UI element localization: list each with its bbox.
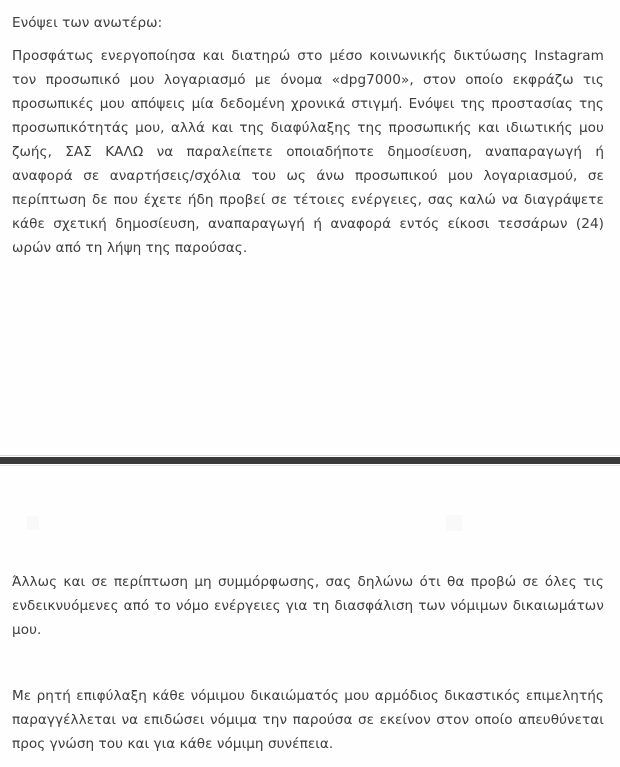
- text-word: αναφορά: [330, 216, 392, 232]
- text-word: συμμόρφωσης,: [218, 574, 320, 590]
- text-word: εκφράζω: [512, 72, 574, 88]
- text-word: σας: [427, 192, 454, 208]
- text-word: χρονικά: [290, 96, 346, 112]
- scan-artifact-speck: [446, 515, 462, 531]
- text-line: [12, 684, 604, 708]
- paragraph-two: [12, 570, 604, 642]
- text-word: διατηρώ: [231, 48, 291, 64]
- text-word: θα: [447, 574, 465, 590]
- text-word: όλες: [544, 574, 577, 590]
- text-line: [12, 708, 604, 732]
- text-word: και: [477, 120, 500, 136]
- divider-bar: [0, 457, 620, 464]
- text-line: [12, 116, 604, 140]
- text-word: στον: [436, 712, 470, 728]
- text-line: μου.: [12, 622, 42, 638]
- text-word: στον: [423, 72, 456, 88]
- text-word: σε: [587, 168, 604, 184]
- text-word: άνω: [316, 168, 345, 184]
- text-word: σχετική: [53, 216, 107, 232]
- text-word: περίπτωση: [12, 192, 87, 208]
- text-word: απόψεις: [130, 96, 186, 112]
- text-word: όνομα: [280, 72, 323, 88]
- text-word: στιγμή.: [351, 96, 403, 112]
- text-word: ιδιωτικής: [505, 120, 573, 136]
- text-word: επιμελητής: [525, 688, 604, 704]
- text-word: διαφύλαξης: [270, 120, 351, 136]
- text-word: της: [578, 96, 604, 112]
- text-word: με: [254, 72, 271, 88]
- text-word: οποίο: [465, 72, 504, 88]
- text-word: σε: [83, 168, 100, 184]
- text-word: μέσο: [329, 48, 363, 64]
- text-word: Με: [12, 688, 32, 704]
- text-word: δεδομένη: [219, 96, 285, 112]
- text-word: μου: [448, 168, 473, 184]
- page-divider: [0, 455, 620, 467]
- text-word: λογαριασμό: [163, 72, 246, 88]
- text-word: δηλώνω: [357, 574, 414, 590]
- text-word: αρμόδιος: [374, 688, 439, 704]
- text-line: [12, 140, 604, 164]
- text-word: των: [418, 598, 446, 614]
- text-line: [12, 68, 604, 92]
- text-word: αλλά: [170, 120, 206, 136]
- text-word: την: [262, 712, 288, 728]
- text-word: ή: [595, 144, 604, 160]
- text-word: μου: [578, 120, 604, 136]
- text-word: παρούσα: [292, 712, 353, 728]
- text-word: οποιαδήποτε: [286, 144, 375, 160]
- text-word: για: [285, 598, 308, 614]
- text-word: δικαστικός: [444, 688, 521, 704]
- text-word: προσωπικής: [388, 120, 472, 136]
- text-word: τέτοιες: [292, 192, 346, 208]
- text-word: σας: [325, 574, 352, 590]
- text-word: μου: [99, 96, 125, 112]
- text-line: [12, 594, 604, 618]
- text-word: προσωπικό: [45, 72, 121, 88]
- text-word: της: [239, 120, 265, 136]
- text-word: τεσσάρων: [497, 216, 568, 232]
- scan-artifact-speck: [27, 516, 39, 530]
- text-word: προβώ: [470, 574, 517, 590]
- text-word: προσωπικού: [354, 168, 438, 184]
- text-word: μου: [129, 72, 155, 88]
- text-word: εκείνον: [379, 712, 431, 728]
- text-word: «dpg7000»,: [331, 72, 414, 88]
- text-word: ή: [313, 216, 322, 232]
- text-word: επιδώσει: [143, 712, 205, 728]
- text-word: ενδεικνυόμενες: [12, 598, 119, 614]
- text-word: λογαριασμού,: [483, 168, 578, 184]
- paragraph-three: [12, 684, 604, 756]
- text-word: τις: [582, 72, 604, 88]
- text-word: σε: [522, 574, 539, 590]
- text-word: επιφύλαξη: [76, 688, 147, 704]
- text-word: νόμιμου: [190, 688, 245, 704]
- text-word: ΚΑΛΩ: [105, 144, 144, 160]
- text-word: εντός: [399, 216, 440, 232]
- text-word: που: [113, 192, 138, 208]
- text-word: ενέργειες: [213, 598, 281, 614]
- text-line: [12, 164, 604, 188]
- text-word: και: [202, 48, 225, 64]
- text-word: αναπαραγωγή: [208, 216, 305, 232]
- text-word: Προσφάτως: [12, 48, 94, 64]
- text-word: δικαιωμάτων: [512, 598, 604, 614]
- text-line: Ενόψει των ανωτέρω:: [12, 15, 163, 31]
- text-word: διαγράψετε: [524, 192, 604, 208]
- text-word: δικαιώματός: [250, 688, 339, 704]
- text-line: [12, 188, 604, 212]
- text-line: [12, 44, 604, 68]
- text-word: τις: [583, 574, 604, 590]
- text-word: νόμο: [175, 598, 209, 614]
- text-line: [12, 92, 604, 116]
- text-line: προς γνώση του και για κάθε νόμιμη συνέπεια.: [12, 736, 334, 752]
- text-word: μία: [191, 96, 214, 112]
- text-word: και: [211, 120, 234, 136]
- text-word: αναρτήσεις/σχόλια: [109, 168, 242, 184]
- text-word: τον: [12, 72, 37, 88]
- text-word: δημοσίευση,: [115, 216, 200, 232]
- text-word: καλώ: [459, 192, 496, 208]
- text-word: αναπαραγωγή: [485, 144, 583, 160]
- text-word: ενέργειες,: [351, 192, 423, 208]
- text-word: απευθύνεται: [518, 712, 604, 728]
- divider-hairline-top: [0, 455, 620, 456]
- text-word: να: [156, 144, 174, 160]
- text-word: από: [123, 598, 150, 614]
- text-word: αναφορά: [12, 168, 73, 184]
- text-word: είκοσι: [447, 216, 490, 232]
- text-word: ως: [286, 168, 306, 184]
- text-word: σε: [91, 574, 108, 590]
- text-word: μη: [194, 574, 212, 590]
- text-word: Instagram: [534, 48, 604, 64]
- text-word: προσωπικές: [12, 96, 94, 112]
- text-word: να: [501, 192, 519, 208]
- text-word: οποίο: [474, 712, 513, 728]
- text-word: Άλλως: [12, 574, 58, 590]
- text-word: ήδη: [187, 192, 214, 208]
- text-word: της: [460, 96, 486, 112]
- text-word: νόμιμα: [209, 712, 258, 728]
- text-word: δε: [91, 192, 108, 208]
- text-word: το: [154, 598, 171, 614]
- text-word: έχετε: [143, 192, 183, 208]
- intro-paragraph: [12, 11, 604, 35]
- divider-hairline-bottom: [0, 465, 620, 466]
- text-line: [12, 212, 604, 236]
- text-word: μου,: [135, 120, 165, 136]
- text-line: ωρών από τη λήψη της παρούσας.: [12, 240, 248, 256]
- text-word: νόμιμων: [450, 598, 508, 614]
- text-word: του: [251, 168, 277, 184]
- paragraph-one: [12, 44, 604, 260]
- text-word: προστασίας: [491, 96, 573, 112]
- text-word: παραγγέλλεται: [12, 712, 117, 728]
- text-word: Ενόψει: [408, 96, 455, 112]
- text-word: δημοσίευση,: [387, 144, 472, 160]
- text-word: (24): [575, 216, 604, 232]
- text-word: σε: [357, 712, 375, 728]
- text-word: και: [63, 574, 86, 590]
- text-line: [12, 570, 604, 594]
- text-word: τη: [312, 598, 330, 614]
- text-word: δικτύωσης: [453, 48, 528, 64]
- text-word: ΣΑΣ: [65, 144, 92, 160]
- text-word: μου: [344, 688, 370, 704]
- text-word: περίπτωση: [113, 574, 189, 590]
- text-word: στο: [297, 48, 323, 64]
- text-word: κάθε: [152, 688, 186, 704]
- text-word: σε: [271, 192, 288, 208]
- text-word: ζωής,: [12, 144, 52, 160]
- text-word: να: [121, 712, 139, 728]
- text-word: ρητή: [36, 688, 71, 704]
- text-word: παραλείπετε: [186, 144, 273, 160]
- text-word: προβεί: [219, 192, 266, 208]
- text-word: κάθε: [12, 216, 45, 232]
- text-word: διασφάλιση: [334, 598, 414, 614]
- text-word: της: [357, 120, 383, 136]
- text-word: ότι: [419, 574, 441, 590]
- text-word: ενεργοποίησα: [100, 48, 196, 64]
- text-word: κοινωνικής: [369, 48, 447, 64]
- text-word: προσωπικότητάς: [12, 120, 129, 136]
